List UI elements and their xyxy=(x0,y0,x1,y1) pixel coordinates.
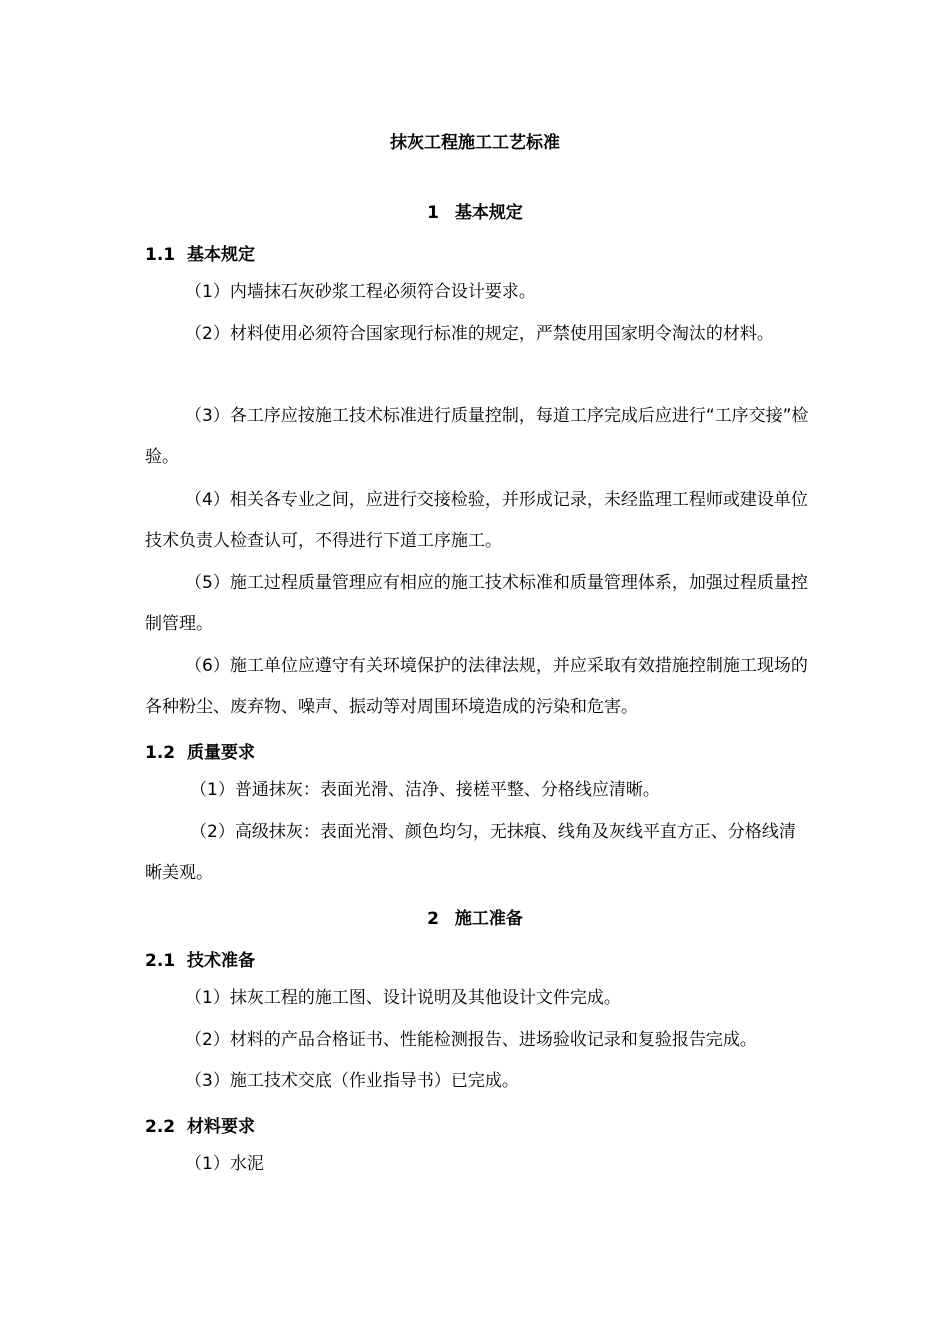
paragraph: （1）内墙抹石灰砂浆工程必须符合设计要求。 xyxy=(185,282,536,302)
chapter-number: 2 xyxy=(427,909,439,929)
chapter-number: 1 xyxy=(427,203,439,223)
section-number: 1.2 xyxy=(145,743,176,763)
chapter-1-heading xyxy=(0,198,950,223)
chapter-title: 施工准备 xyxy=(454,909,523,929)
paragraph: （4）相关各专业之间，应进行交接检验，并形成记录，未经监理工程师或建设单位技术负责人检查认可，不得进行下道工序施工。 xyxy=(145,490,808,551)
section-1-2-heading xyxy=(145,738,255,763)
paragraph: （3）各工序应按施工技术标准进行质量控制，每道工序完成后应进行“工序交接”检验。 xyxy=(145,406,809,467)
section-2-1-heading xyxy=(145,946,255,971)
paragraph: （2）高级抹灰：表面光滑、颜色均匀，无抹痕、线角及灰线平直方正、分格线清晰美观。 xyxy=(145,822,796,883)
section-title: 基本规定 xyxy=(187,245,255,265)
section-title: 材料要求 xyxy=(187,1117,255,1137)
section-number: 2.2 xyxy=(145,1117,176,1137)
paragraph: （2）材料使用必须符合国家现行标准的规定，严禁使用国家明令淘汰的材料。 xyxy=(185,324,774,344)
section-number: 1.1 xyxy=(145,245,176,265)
section-title: 技术准备 xyxy=(187,951,255,971)
chapter-2-heading xyxy=(0,904,950,929)
document-title: 抹灰工程施工工艺标准 xyxy=(390,133,560,153)
paragraph: （6）施工单位应遵守有关环境保护的法律法规，并应采取有效措施控制施工现场的各种粉尘、废弃物、噪声、振动等对周围环境造成的污染和危害。 xyxy=(145,656,808,717)
section-title: 质量要求 xyxy=(187,743,255,763)
section-1-1-heading xyxy=(145,240,255,265)
chapter-title: 基本规定 xyxy=(454,203,523,223)
paragraph: （1）水泥 xyxy=(185,1154,264,1174)
section-2-2-heading xyxy=(145,1112,255,1137)
paragraph: （5）施工过程质量管理应有相应的施工技术标准和质量管理体系，加强过程质量控制管理。 xyxy=(145,573,808,634)
section-number: 2.1 xyxy=(145,951,176,971)
paragraph: （1）抹灰工程的施工图、设计说明及其他设计文件完成。 xyxy=(185,988,621,1008)
paragraph: （3）施工技术交底（作业指导书）已完成。 xyxy=(185,1071,519,1091)
paragraph: （2）材料的产品合格证书、性能检测报告、进场验收记录和复验报告完成。 xyxy=(185,1030,757,1050)
paragraph: （1）普通抹灰：表面光滑、洁净、接槎平整、分格线应清晰。 xyxy=(190,780,660,800)
